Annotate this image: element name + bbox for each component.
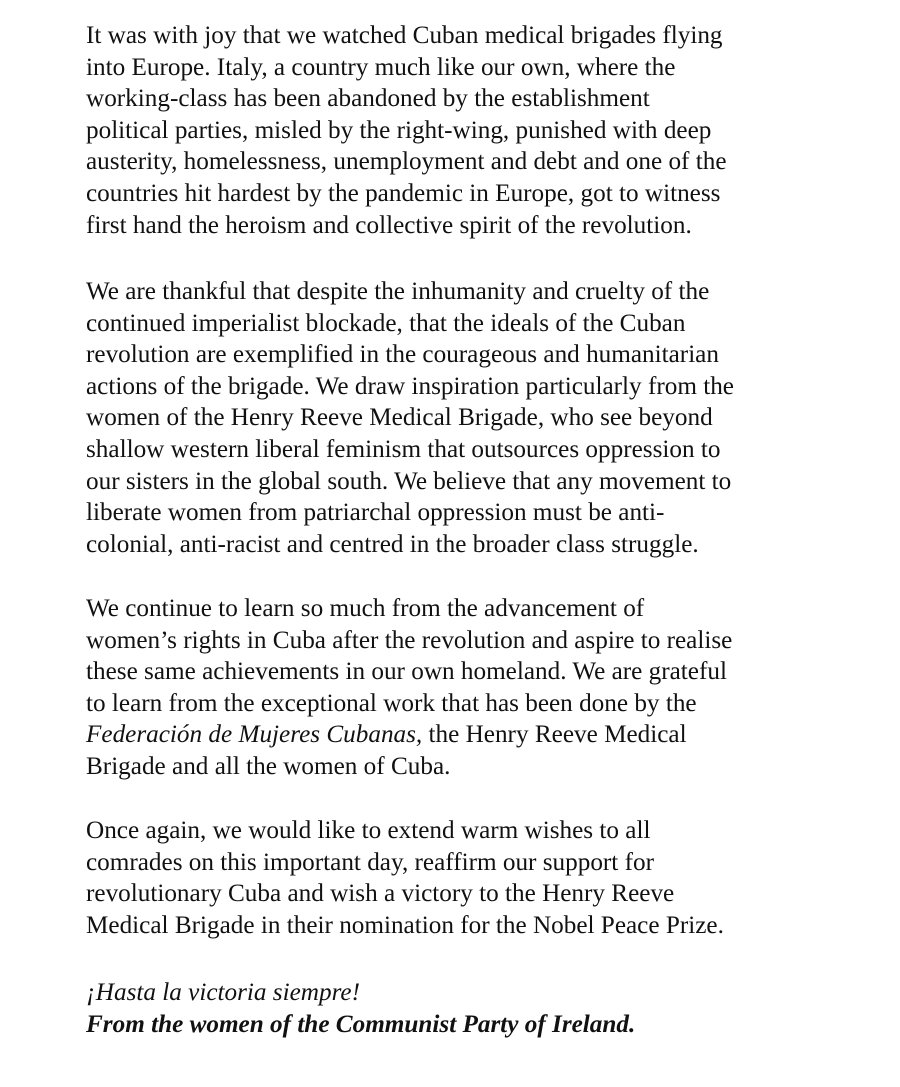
paragraph-2-line: our sisters in the global south. We believe that any movement to — [86, 467, 732, 495]
paragraph-3-line: women’s rights in Cuba after the revolution and aspire to realise — [86, 626, 733, 654]
paragraph-2-line: revolution are exemplified in the courageous and humanitarian — [86, 341, 719, 369]
paragraph-2-line: liberate women from patriarchal oppression must be anti- — [86, 499, 665, 527]
paragraph-3-line: Brigade and all the women of Cuba. — [86, 752, 451, 780]
paragraph-4 — [86, 815, 886, 941]
paragraph-4-line: Medical Brigade in their nomination for the Nobel Peace Prize. — [86, 911, 724, 939]
paragraph-2-line: continued imperialist blockade, that the ideals of the Cuban — [86, 309, 686, 337]
paragraph-1-line: into Europe. Italy, a country much like our own, where the — [86, 53, 676, 81]
paragraph-2-line: actions of the brigade. We draw inspiration particularly from the — [86, 372, 734, 400]
paragraph-2-line: women of the Henry Reeve Medical Brigade, who see beyond — [86, 404, 713, 432]
paragraph-3 — [86, 593, 886, 783]
paragraph-3-line — [86, 719, 886, 751]
paragraph-2-line: colonial, anti-racist and centred in the broader class struggle. — [86, 530, 699, 558]
paragraph-4-line: comrades on this important day, reaffirm our support for — [86, 848, 654, 876]
paragraph-1-line: It was with joy that we watched Cuban medical brigades flying — [86, 22, 723, 49]
paragraph-4-line: Once again, we would like to extend warm wishes to all — [86, 817, 651, 844]
paragraph-1-line: political parties, misled by the right-wing, punished with deep — [86, 116, 712, 144]
closing-slogan: ¡Hasta la victoria siempre! — [86, 979, 360, 1006]
paragraph-1 — [86, 20, 886, 241]
paragraph-3-line-tail: the Henry Reeve Medical — [422, 721, 687, 749]
paragraph-3-line: We continue to learn so much from the advancement of — [86, 595, 645, 622]
paragraph-1-line: austerity, homelessness, unemployment and debt and one of the — [86, 148, 727, 176]
paragraph-1-line: first hand the heroism and collective spirit of the revolution. — [86, 211, 692, 239]
letter-closing — [86, 977, 886, 1040]
paragraph-2-line: shallow western liberal feminism that outsources oppression to — [86, 435, 721, 463]
paragraph-3-line: to learn from the exceptional work that has been done by the — [86, 689, 697, 717]
paragraph-3-line: these same achievements in our own homeland. We are grateful — [86, 658, 727, 686]
paragraph-4-line: revolutionary Cuba and wish a victory to the Henry Reeve — [86, 880, 675, 908]
paragraph-2-line: We are thankful that despite the inhumanity and cruelty of the — [86, 278, 710, 305]
paragraph-1-line: working-class has been abandoned by the establishment — [86, 85, 650, 113]
paragraph-2 — [86, 276, 886, 560]
signature: From the women of the Communist Party of Ireland. — [86, 1010, 636, 1038]
organization-name: Federación de Mujeres Cubanas, — [86, 721, 423, 749]
paragraph-1-line: countries hit hardest by the pandemic in Europe, got to witness — [86, 179, 721, 207]
